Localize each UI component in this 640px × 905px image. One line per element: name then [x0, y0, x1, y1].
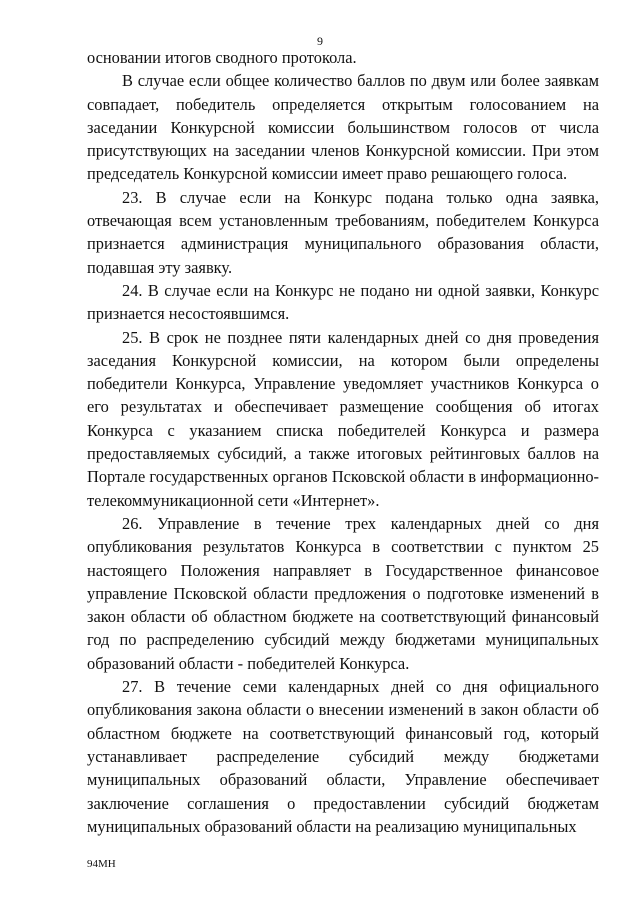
paragraph-26: 26. Управление в течение трех календарных дней со дня опубликования результатов Конкурса в соответствии с пунктом 25 настоящего Положения направляет в Государственное финансовое управление Псковской области предложения о подготовке изменений в закон области об областном бюджете на соответствующий финансовый год по распределению субсидий между бюджетами муниципальных образований области - победителей Конкурса. — [87, 513, 599, 673]
page-number: 9 — [317, 34, 323, 48]
document-body — [87, 46, 599, 838]
paragraph-continuation: основании итогов сводного протокола. — [87, 48, 357, 67]
paragraph-27: 27. В течение семи календарных дней со дня официального опубликования закона области о внесении изменений в закон области об областном бюджете на соответствующий финансовый год, который устанавливает распределение субсидий между бюджетами муниципальных образований области, Управление обеспечивает заключение соглашения о предоставлении субсидий бюджетам муниципальных образований области на реализацию муниципальных — [87, 677, 599, 836]
paragraph-25: 25. В срок не позднее пяти календарных дней со дня проведения заседания Конкурсной комиссии, на котором были определены победители Конкурса, Управление уведомляет участников Конкурса о его результатах и обеспечивает размещение сообщения об итогах Конкурса с указанием списка победителей Конкурса и размера предоставляемых субсидий, а также итоговых рейтинговых баллов на Портале государственных органов Псковской области в информационно-телекоммуникационной сети «Интернет». — [87, 327, 599, 510]
paragraph-23: 23. В случае если на Конкурс подана только одна заявка, отвечающая всем установленным требованиям, победителем Конкурса признается администрация муниципального образования области, подавшая эту заявку. — [87, 187, 599, 277]
footer-code: 94МН — [87, 858, 116, 870]
paragraph-tie-votes: В случае если общее количество баллов по двум или более заявкам совпадает, победитель определяется открытым голосованием на заседании Конкурсной комиссии большинством голосов от числа присутствующих на заседании членов Конкурсной комиссии. При этом председатель Конкурсной комиссии имеет право решающего голоса. — [87, 71, 599, 184]
paragraph-24: 24. В случае если на Конкурс не подано ни одной заявки, Конкурс признается несостоявшимся. — [87, 280, 599, 324]
